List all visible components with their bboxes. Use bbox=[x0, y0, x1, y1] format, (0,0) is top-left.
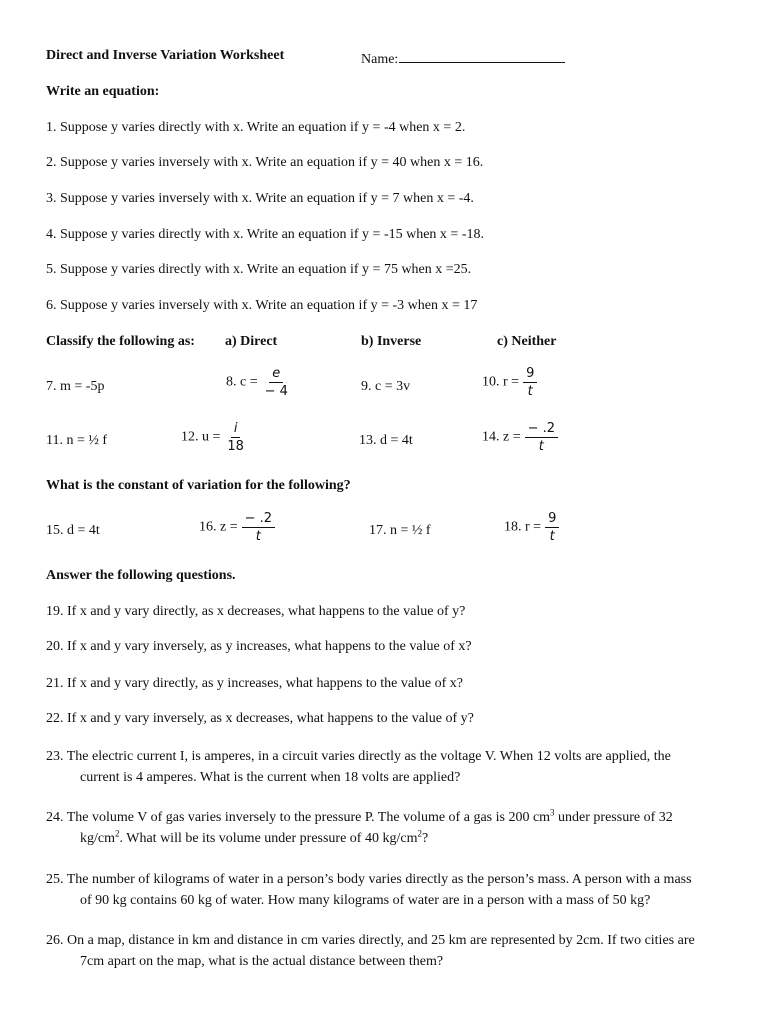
fraction-denominator: − 4 bbox=[264, 384, 288, 399]
question-22: 22. If x and y vary inversely, as x decreases, what happens to the value of y? bbox=[46, 711, 474, 726]
question-24-text-d: . What will be its volume under pressure of 40 kg/cm bbox=[119, 831, 418, 846]
question-18-fraction bbox=[545, 511, 559, 544]
question-10-label: 10. r = bbox=[482, 374, 520, 390]
fraction-denominator: t bbox=[255, 529, 261, 544]
fraction-denominator: t bbox=[549, 529, 555, 544]
question-16 bbox=[199, 511, 275, 544]
question-25-line-2: of 90 kg contains 60 kg of water. How many kilograms of water are in a person with a mass of 50 kg? bbox=[80, 893, 651, 908]
question-12-fraction bbox=[224, 421, 247, 454]
question-15: 15. d = 4t bbox=[46, 523, 100, 538]
question-19: 19. If x and y vary directly, as x decreases, what happens to the value of y? bbox=[46, 604, 466, 619]
section-heading-write-equation: Write an equation: bbox=[46, 84, 160, 99]
question-14 bbox=[482, 421, 558, 454]
question-9: 9. c = 3v bbox=[361, 379, 411, 394]
question-26 bbox=[46, 930, 696, 972]
question-8-fraction bbox=[262, 366, 291, 399]
superscript-2: 2 bbox=[115, 828, 120, 839]
fraction-numerator: − .2 bbox=[525, 421, 558, 438]
question-8-label: 8. c = bbox=[226, 374, 258, 390]
question-14-fraction bbox=[525, 421, 558, 454]
question-6: 6. Suppose y varies inversely with x. Write an equation if y = -3 when x = 17 bbox=[46, 298, 478, 313]
worksheet-title: Direct and Inverse Variation Worksheet bbox=[46, 48, 285, 63]
question-24 bbox=[46, 807, 696, 849]
question-4: 4. Suppose y varies directly with x. Write an equation if y = -15 when x = -18. bbox=[46, 227, 484, 242]
question-25 bbox=[46, 869, 696, 911]
question-24-text-c: kg/cm bbox=[80, 831, 115, 846]
option-neither: c) Neither bbox=[497, 334, 557, 349]
question-3: 3. Suppose y varies inversely with x. Write an equation if y = 7 when x = -4. bbox=[46, 191, 474, 206]
fraction-numerator: e bbox=[272, 366, 281, 381]
superscript-3: 3 bbox=[550, 807, 555, 818]
name-blank-line bbox=[399, 48, 565, 63]
question-18 bbox=[504, 511, 559, 544]
question-1: 1. Suppose y varies directly with x. Write an equation if y = -4 when x = 2. bbox=[46, 120, 466, 135]
question-10 bbox=[482, 366, 537, 399]
question-12-label: 12. u = bbox=[181, 429, 221, 445]
question-20: 20. If x and y vary inversely, as y increases, what happens to the value of x? bbox=[46, 639, 472, 654]
question-5: 5. Suppose y varies directly with x. Write an equation if y = 75 when x =25. bbox=[46, 262, 472, 277]
fraction-numerator: i bbox=[233, 421, 238, 436]
question-16-fraction bbox=[242, 511, 275, 544]
question-26-line-1: 26. On a map, distance in km and distance in cm varies directly, and 25 km are represented by 2cm. If two cities are bbox=[46, 933, 695, 948]
fraction-numerator: 9 bbox=[545, 511, 559, 528]
question-21: 21. If x and y vary directly, as y increases, what happens to the value of x? bbox=[46, 676, 464, 691]
question-11: 11. n = ½ f bbox=[46, 433, 108, 448]
name-label: Name: bbox=[361, 52, 399, 67]
question-24-text-e: ? bbox=[421, 831, 429, 846]
question-24-line-2 bbox=[46, 828, 696, 849]
section-heading-constant: What is the constant of variation for the following? bbox=[46, 478, 351, 493]
superscript-2: 2 bbox=[417, 828, 422, 839]
name-field bbox=[361, 48, 565, 68]
question-23 bbox=[46, 746, 696, 788]
question-8 bbox=[226, 366, 291, 399]
question-2: 2. Suppose y varies inversely with x. Write an equation if y = 40 when x = 16. bbox=[46, 155, 484, 170]
question-14-label: 14. z = bbox=[482, 429, 521, 445]
section-heading-answer: Answer the following questions. bbox=[46, 568, 236, 583]
fraction-numerator: − .2 bbox=[242, 511, 275, 528]
fraction-numerator: 9 bbox=[523, 366, 537, 383]
question-18-label: 18. r = bbox=[504, 519, 542, 535]
question-23-line-2: current is 4 amperes. What is the current when 18 volts are applied? bbox=[80, 770, 461, 785]
question-25-line-1: 25. The number of kilograms of water in a person’s body varies directly as the person’s mass. A person with a mass bbox=[46, 872, 692, 887]
question-10-fraction bbox=[523, 366, 537, 399]
fraction-denominator: t bbox=[538, 439, 544, 454]
question-17: 17. n = ½ f bbox=[369, 523, 431, 538]
question-13: 13. d = 4t bbox=[359, 433, 413, 448]
question-23-line-1: 23. The electric current I, is amperes, in a circuit varies directly as the voltage V. When 12 volts are applied, the bbox=[46, 749, 671, 764]
fraction-denominator: t bbox=[527, 384, 533, 399]
question-24-line-1 bbox=[46, 807, 673, 825]
option-direct: a) Direct bbox=[225, 334, 278, 349]
question-24-text-a: 24. The volume V of gas varies inversely to the pressure P. The volume of a gas is 200 cm bbox=[46, 810, 551, 825]
question-7: 7. m = -5p bbox=[46, 379, 105, 394]
fraction-denominator: 18 bbox=[227, 439, 244, 454]
option-inverse: b) Inverse bbox=[361, 334, 422, 349]
question-24-text-b: under pressure of 32 bbox=[554, 810, 673, 825]
question-12 bbox=[181, 421, 247, 454]
question-26-line-2: 7cm apart on the map, what is the actual distance between them? bbox=[80, 954, 444, 969]
question-16-label: 16. z = bbox=[199, 519, 238, 535]
section-heading-classify: Classify the following as: bbox=[46, 334, 195, 349]
